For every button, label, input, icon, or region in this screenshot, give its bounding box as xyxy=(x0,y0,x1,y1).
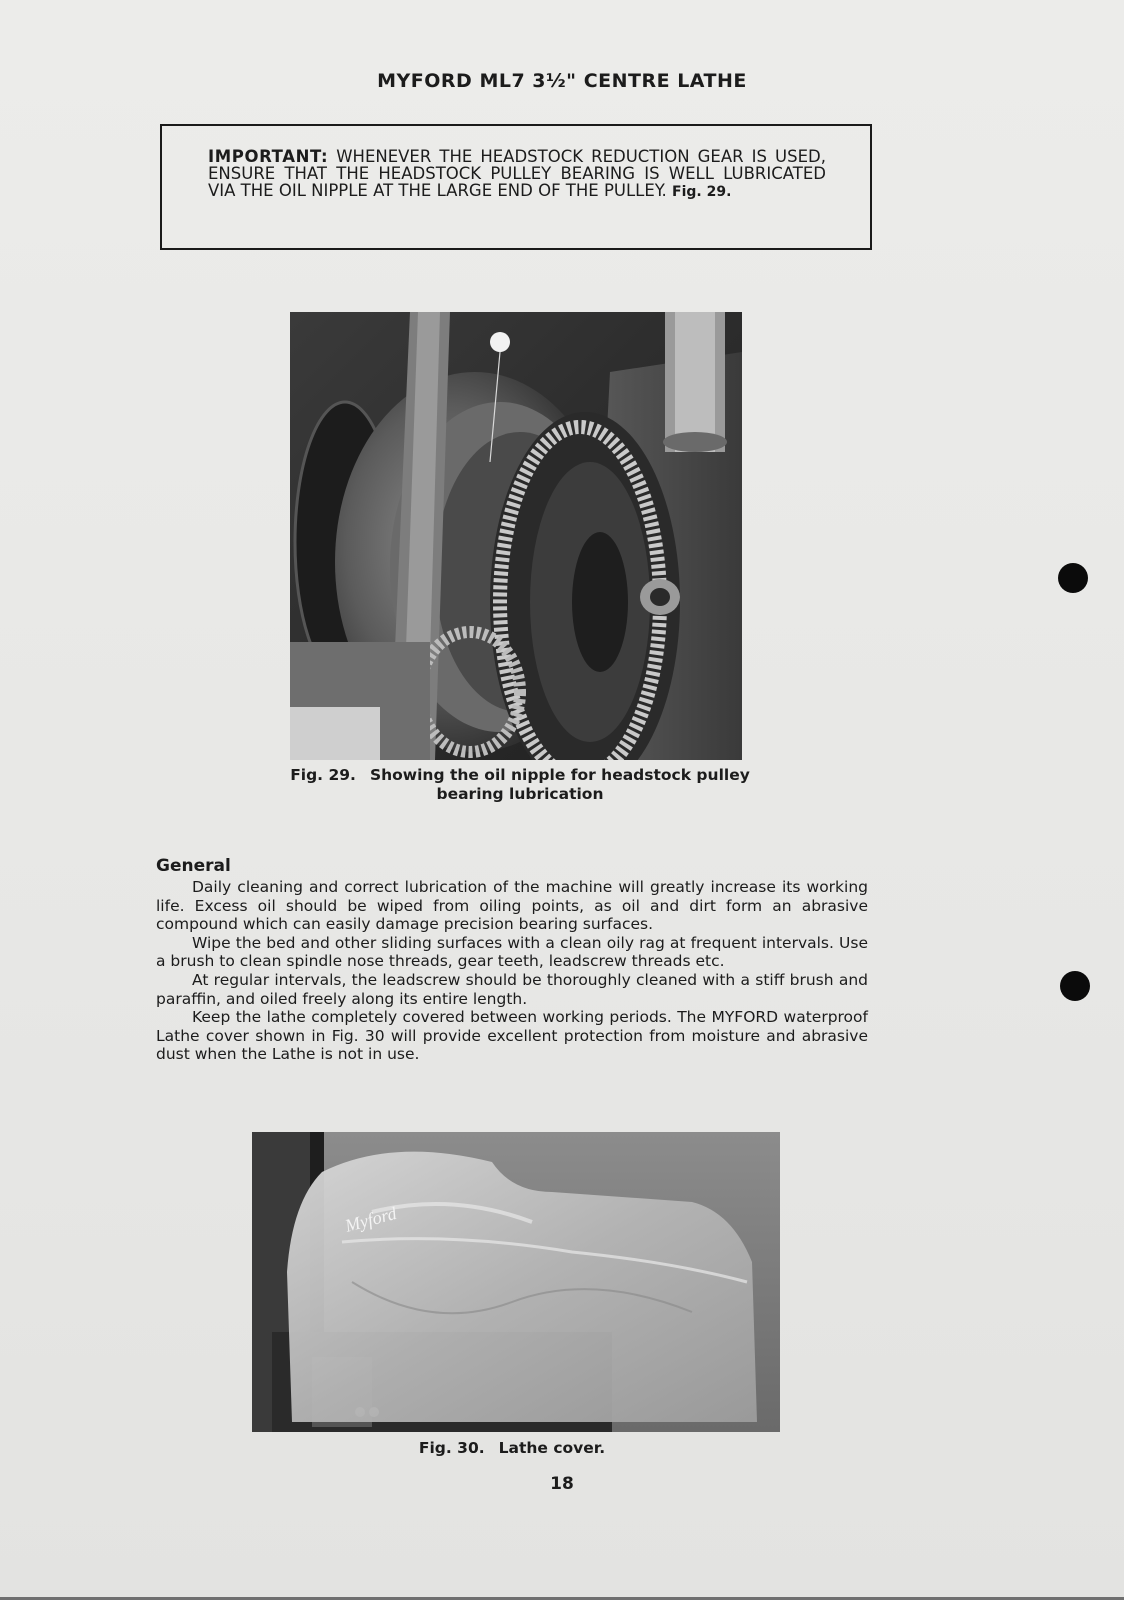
figure-29-number: Fig. 29. xyxy=(290,766,356,784)
headstock-gear-illustration xyxy=(290,312,742,760)
figure-29-photo xyxy=(290,312,742,760)
myford-logo-on-cover: Myford xyxy=(342,1203,399,1236)
figure-30-caption-text: Lathe cover. xyxy=(498,1439,606,1457)
figure-30-caption xyxy=(262,1439,762,1458)
page-number: 18 xyxy=(550,1474,574,1494)
important-notice-box xyxy=(160,124,872,250)
figure-29-caption xyxy=(270,766,770,804)
lathe-cover-illustration xyxy=(252,1132,780,1432)
section-title: General xyxy=(156,856,231,876)
section-body xyxy=(156,878,868,1064)
paragraph: Wipe the bed and other sliding surfaces with a clean oily rag at frequent intervals. Use a brush to clean spindle nose threads, gear teeth, leadscrew threads etc. xyxy=(156,933,868,971)
paragraph: At regular intervals, the leadscrew should be thoroughly cleaned with a stiff brush and paraffin, and oiled freely along its entire length. xyxy=(156,970,868,1008)
figure-29-caption-line2: bearing lubrication xyxy=(436,785,604,803)
important-text: WHENEVER THE HEADSTOCK REDUCTION GEAR IS USED, ENSURE THAT THE HEADSTOCK PULLEY BEARING IS WELL LUBRICATED VIA THE OIL NIPPLE AT THE LARGE END OF THE PULLEY. xyxy=(208,147,826,200)
punch-hole xyxy=(1058,563,1088,593)
important-figure-reference: Fig. 29. xyxy=(672,184,732,200)
important-label: IMPORTANT: xyxy=(208,147,329,166)
paragraph: Daily cleaning and correct lubrication of the machine will greatly increase its working life. Excess oil should be wiped from oiling points, as oil and dirt form an abrasive compound which can easily damage precision bearing surfaces. xyxy=(156,878,868,934)
paragraph: Keep the lathe completely covered between working periods. The MYFORD waterproof Lathe cover shown in Fig. 30 will provide excellent protection from moisture and abrasive dust when the Lathe is not in use. xyxy=(156,1008,868,1064)
figure-29-caption-line1: Showing the oil nipple for headstock pulley xyxy=(369,766,750,784)
page-header: MYFORD ML7 3½" CENTRE LATHE xyxy=(377,70,747,92)
figure-30-number: Fig. 30. xyxy=(418,1439,485,1457)
punch-hole xyxy=(1060,971,1090,1001)
figure-30-photo xyxy=(252,1132,780,1432)
